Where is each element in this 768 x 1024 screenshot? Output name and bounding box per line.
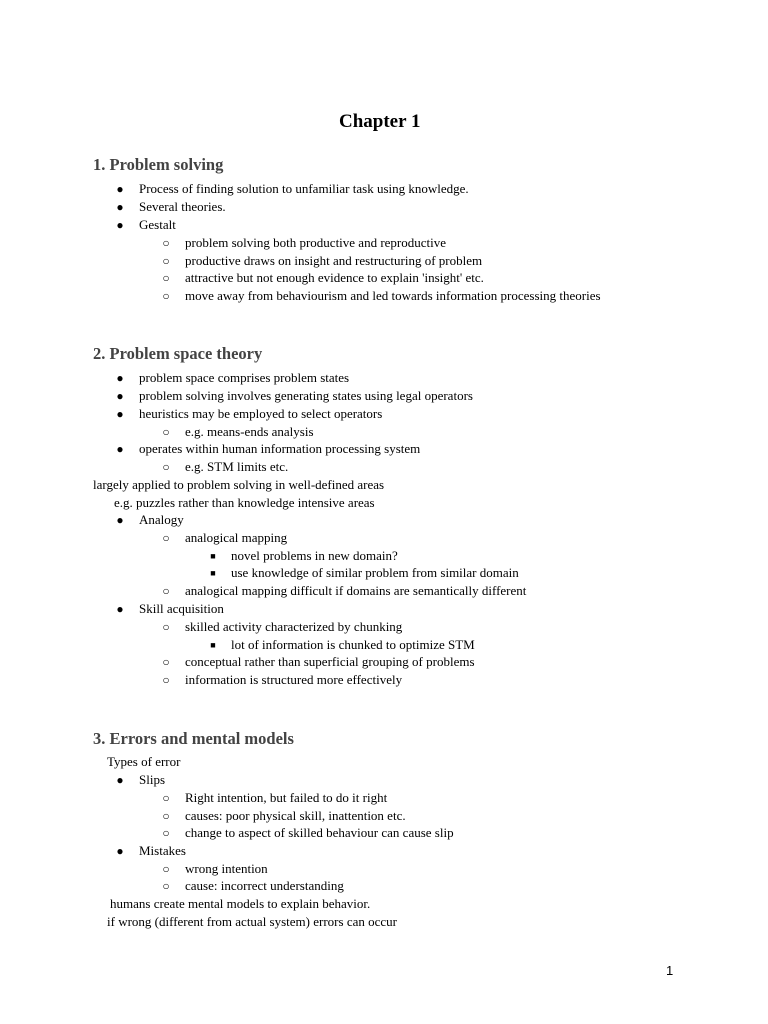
square-bullet-icon: ■ <box>210 640 216 650</box>
page-number: 1 <box>666 963 674 978</box>
list-item: attractive but not enough evidence to explain 'insight' etc. <box>185 270 484 285</box>
list-item: skilled activity characterized by chunking <box>185 619 403 634</box>
list-item: move away from behaviourism and led towards information processing theories <box>185 288 601 303</box>
list-item: operates within human information processing system <box>139 441 421 456</box>
list-item: Analogy <box>139 512 184 527</box>
circle-bullet-icon: ○ <box>162 460 170 474</box>
disc-bullet-icon: ● <box>116 200 124 214</box>
circle-bullet-icon: ○ <box>162 809 170 823</box>
list-item: information is structured more effectively <box>185 672 403 687</box>
list-item: Slips <box>139 772 166 787</box>
disc-bullet-icon: ● <box>116 182 124 196</box>
circle-bullet-icon: ○ <box>162 655 170 669</box>
disc-bullet-icon: ● <box>116 371 124 385</box>
plain-line: if wrong (different from actual system) errors can occur <box>107 914 397 929</box>
list-item: productive draws on insight and restructuring of problem <box>185 253 483 268</box>
list-item: analogical mapping <box>185 530 288 545</box>
list-item: problem solving involves generating states using legal operators <box>139 388 473 403</box>
circle-bullet-icon: ○ <box>162 673 170 687</box>
list-item: heuristics may be employed to select operators <box>139 406 383 421</box>
list-item: Skill acquisition <box>139 601 224 616</box>
disc-bullet-icon: ● <box>116 218 124 232</box>
plain-line: humans create mental models to explain behavior. <box>110 896 371 911</box>
list-item: change to aspect of skilled behaviour can cause slip <box>185 825 454 840</box>
disc-bullet-icon: ● <box>116 389 124 403</box>
page-title: Chapter 1 <box>339 111 421 132</box>
list-item: wrong intention <box>185 861 268 876</box>
plain-line: e.g. puzzles rather than knowledge intensive areas <box>114 495 375 510</box>
list-item: cause: incorrect understanding <box>185 878 344 893</box>
circle-bullet-icon: ○ <box>162 271 170 285</box>
list-item: problem solving both productive and reproductive <box>185 235 447 250</box>
list-item: e.g. means-ends analysis <box>185 424 314 439</box>
circle-bullet-icon: ○ <box>162 862 170 876</box>
list-item: Gestalt <box>139 217 176 232</box>
circle-bullet-icon: ○ <box>162 791 170 805</box>
list-item: Process of finding solution to unfamiliar task using knowledge. <box>139 181 469 196</box>
circle-bullet-icon: ○ <box>162 879 170 893</box>
list-item: problem space comprises problem states <box>139 370 350 385</box>
circle-bullet-icon: ○ <box>162 620 170 634</box>
circle-bullet-icon: ○ <box>162 254 170 268</box>
plain-line: largely applied to problem solving in well-defined areas <box>93 477 385 492</box>
disc-bullet-icon: ● <box>116 773 124 787</box>
circle-bullet-icon: ○ <box>162 826 170 840</box>
list-item: Right intention, but failed to do it right <box>185 790 388 805</box>
disc-bullet-icon: ● <box>116 407 124 421</box>
list-item: novel problems in new domain? <box>231 548 398 563</box>
section-heading: 2. Problem space theory <box>93 344 263 363</box>
disc-bullet-icon: ● <box>116 442 124 456</box>
circle-bullet-icon: ○ <box>162 584 170 598</box>
square-bullet-icon: ■ <box>210 551 216 561</box>
list-item: lot of information is chunked to optimize STM <box>231 637 475 652</box>
square-bullet-icon: ■ <box>210 568 216 578</box>
section-heading: 1. Problem solving <box>93 155 224 174</box>
list-item: use knowledge of similar problem from similar domain <box>231 565 519 580</box>
list-item: conceptual rather than superficial grouping of problems <box>185 654 475 669</box>
list-item: causes: poor physical skill, inattention etc. <box>185 808 406 823</box>
disc-bullet-icon: ● <box>116 602 124 616</box>
plain-line: Types of error <box>107 754 181 769</box>
disc-bullet-icon: ● <box>116 844 124 858</box>
disc-bullet-icon: ● <box>116 513 124 527</box>
circle-bullet-icon: ○ <box>162 531 170 545</box>
circle-bullet-icon: ○ <box>162 425 170 439</box>
list-item: analogical mapping difficult if domains are semantically different <box>185 583 527 598</box>
list-item: e.g. STM limits etc. <box>185 459 289 474</box>
circle-bullet-icon: ○ <box>162 289 170 303</box>
list-item: Several theories. <box>139 199 226 214</box>
list-item: Mistakes <box>139 843 186 858</box>
circle-bullet-icon: ○ <box>162 236 170 250</box>
section-heading: 3. Errors and mental models <box>93 729 294 748</box>
